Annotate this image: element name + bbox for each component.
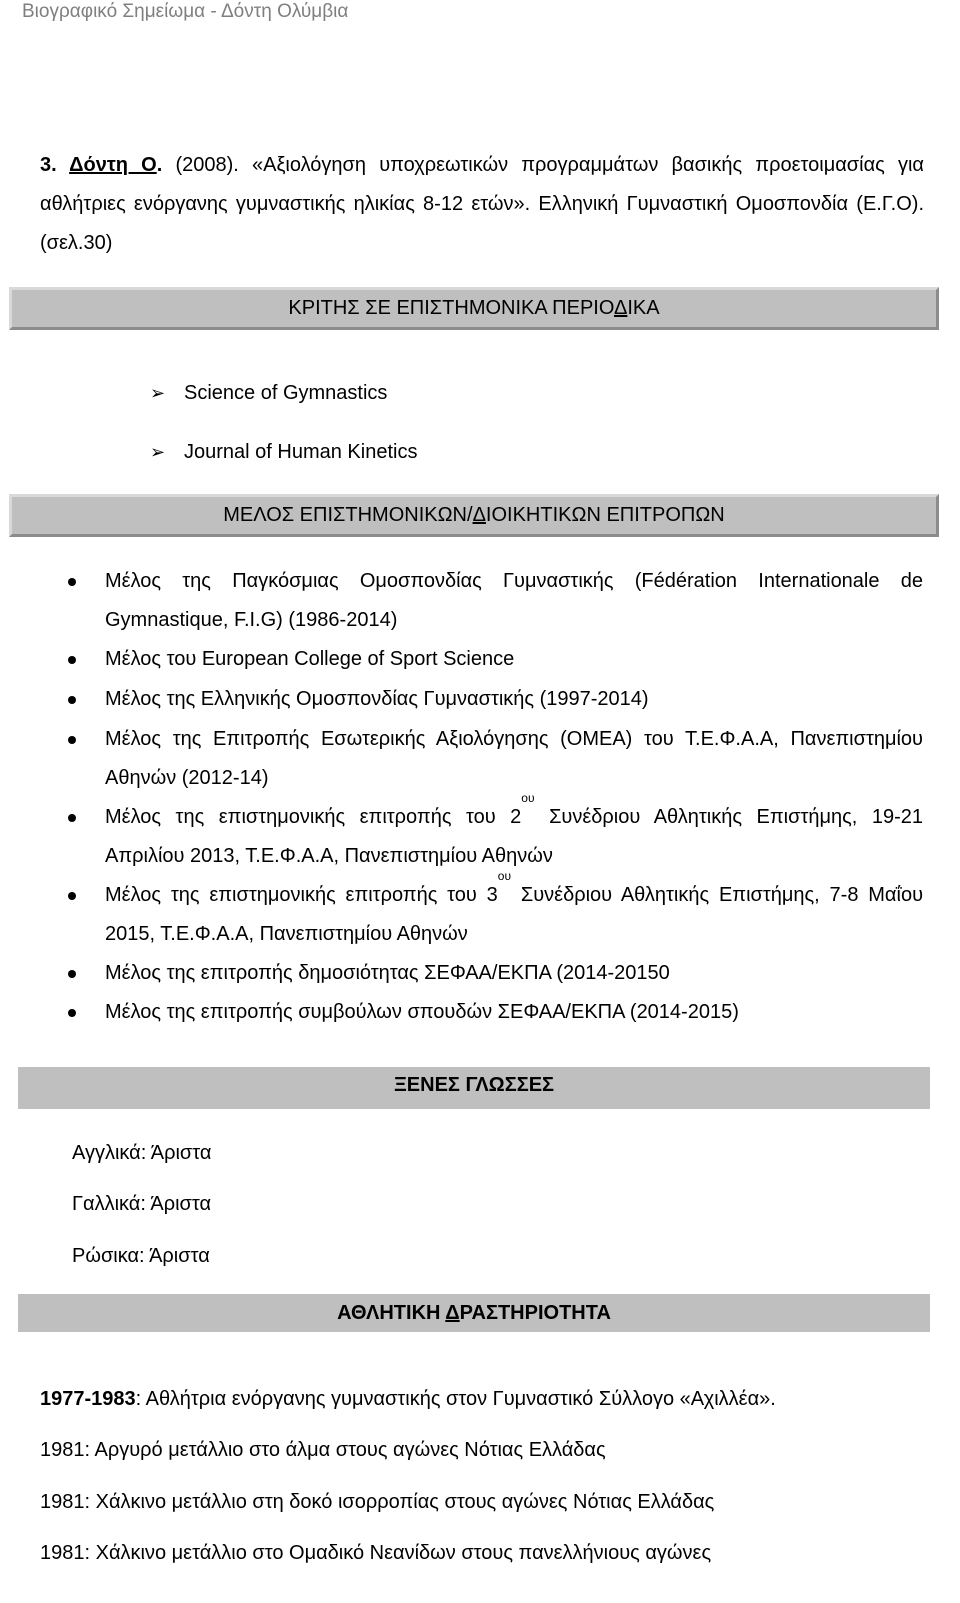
list-item-text-start: Μέλος της επιστημονικής επιτροπής του 2 [105,806,522,828]
athletic-title-part2: Δ [445,1302,460,1324]
ordinal-superscript: ου [497,869,512,883]
athletic-item: 1981: Χάλκινο μετάλλιο στη δοκό ισορροπίας στους αγώνες Νότιας Ελλάδας [40,1491,715,1513]
bullet-icon [68,578,76,586]
athletic-years: 1977-1983 [40,1388,136,1410]
committees-title-part3: ΙΟΙΚΗΤΙΚΩΝ ΕΠΙΤΡΟΠΩΝ [485,504,725,526]
bullet-icon [68,696,76,704]
list-item: Μέλος της επιτροπής δημοσιότητας ΣΕΦΑΑ/ΕΚΠΑ (2014-20150 [105,962,670,984]
journal-name: Journal of Human Kinetics [184,441,418,463]
journal-item [150,437,417,467]
language-item: Γαλλικά: Άριστα [72,1193,212,1215]
list-item: Μέλος της επιτροπής συμβούλων σπουδών ΣΕΦΑΑ/ΕΚΠΑ (2014-2015) [105,1001,739,1023]
list-item-text-end: Συνέδριου Αθλητικής Επιστήμης, 19-21 Απριλίου 2013, Τ.Ε.Φ.Α.Α, Πανεπιστημίου Αθηνών [105,806,923,867]
bullet-icon [68,814,76,822]
section-athletic-title [18,1294,930,1332]
reference-text: (2008). «Αξιολόγηση υποχρεωτικών προγραμμάτων βασικής προετοιμασίας για αθλήτριες ενόργανης γυμναστικής ηλικίας 8-12 ετών». Ελληνική Γυμναστική Ομοσπονδία (Ε.Γ.Ο).(σελ.30) [40,154,924,254]
bullet-icon [68,970,76,978]
language-item: Αγγλικά: Άριστα [72,1142,212,1164]
arrow-bullet-icon: ➢ [150,383,166,403]
journal-name: Science of Gymnastics [184,382,388,404]
bullet-icon [68,736,76,744]
athletic-item: 1981: Χάλκινο μετάλλιο στο Ομαδικό Νεανίδων στους πανελλήνιους αγώνες [40,1542,712,1564]
bullet-icon [68,1009,76,1017]
list-item [105,791,923,876]
arrow-bullet-icon: ➢ [150,442,166,462]
athletic-item [40,1384,776,1414]
athletic-title-part3: ΡΑΣΤΗΡΙΟΤΗΤΑ [459,1302,611,1324]
committees-title-part1: ΜΕΛΟΣ ΕΠΙΣΤΗΜΟΝΙΚΩΝ/ [223,504,473,526]
reviewer-title-part1: ΚΡΙΤΗΣ ΣΕ ΕΠΙΣΤΗΜΟΝΙΚΑ ΠΕΡΙΟ [288,297,614,319]
reviewer-title-part2: Δ [614,297,628,319]
list-item: Μέλος του European College of Sport Science [105,648,515,670]
language-item: Ρώσικα: Άριστα [72,1245,210,1267]
page-header-title: Βιογραφικό Σημείωμα - Δόντη Ολύμβια [22,1,349,22]
reference-number: 3. [40,154,57,176]
section-languages-title: ΞΕΝΕΣ ΓΛΩΣΣΕΣ [18,1067,930,1109]
section-committees-title [9,494,939,537]
athletic-item: 1981: Αργυρό μετάλλιο στο άλμα στους αγώνες Νότιας Ελλάδας [40,1439,606,1461]
list-item: Μέλος της Ελληνικής Ομοσπονδίας Γυμναστικής (1997-2014) [105,688,649,710]
athletic-text: : Αθλήτρια ενόργανης γυμναστικής στον Γυμναστικό Σύλλογο «Αχιλλέα». [135,1388,776,1410]
committees-title-part2: Δ [472,504,486,526]
list-item: Μέλος της Παγκόσμιας Ομοσπονδίας Γυμναστικής (Fédération Internationale de Gymnastique, F.I.G) (1986-2014) [105,570,923,631]
reference-author-name: Δόντη Ο [69,154,157,176]
reference-author-dot: . [156,154,163,176]
bullet-icon [68,656,76,664]
list-item-text-start: Μέλος της επιστημονικής επιτροπής του 3 [105,884,498,906]
journal-item [150,378,387,408]
reference-entry [40,146,924,263]
list-item [105,869,924,954]
ordinal-superscript: ου [521,791,535,805]
athletic-title-part1: ΑΘΛΗΤΙΚΗ [337,1302,446,1324]
bullet-icon [68,892,76,900]
list-item-text-end: Συνέδριου Αθλητικής Επιστήμης, 7-8 Μαΐου 2015, Τ.Ε.Φ.Α.Α, Πανεπιστημίου Αθηνών [105,884,924,945]
reviewer-title-part3: ΙΚΑ [627,297,660,319]
list-item: Μέλος της Επιτροπής Εσωτερικής Αξιολόγησης (ΟΜΕΑ) του Τ.Ε.Φ.Α.Α, Πανεπιστημίου Αθηνών (2012-14) [105,728,923,789]
section-reviewer-title [9,287,939,330]
reference-author [40,154,162,176]
